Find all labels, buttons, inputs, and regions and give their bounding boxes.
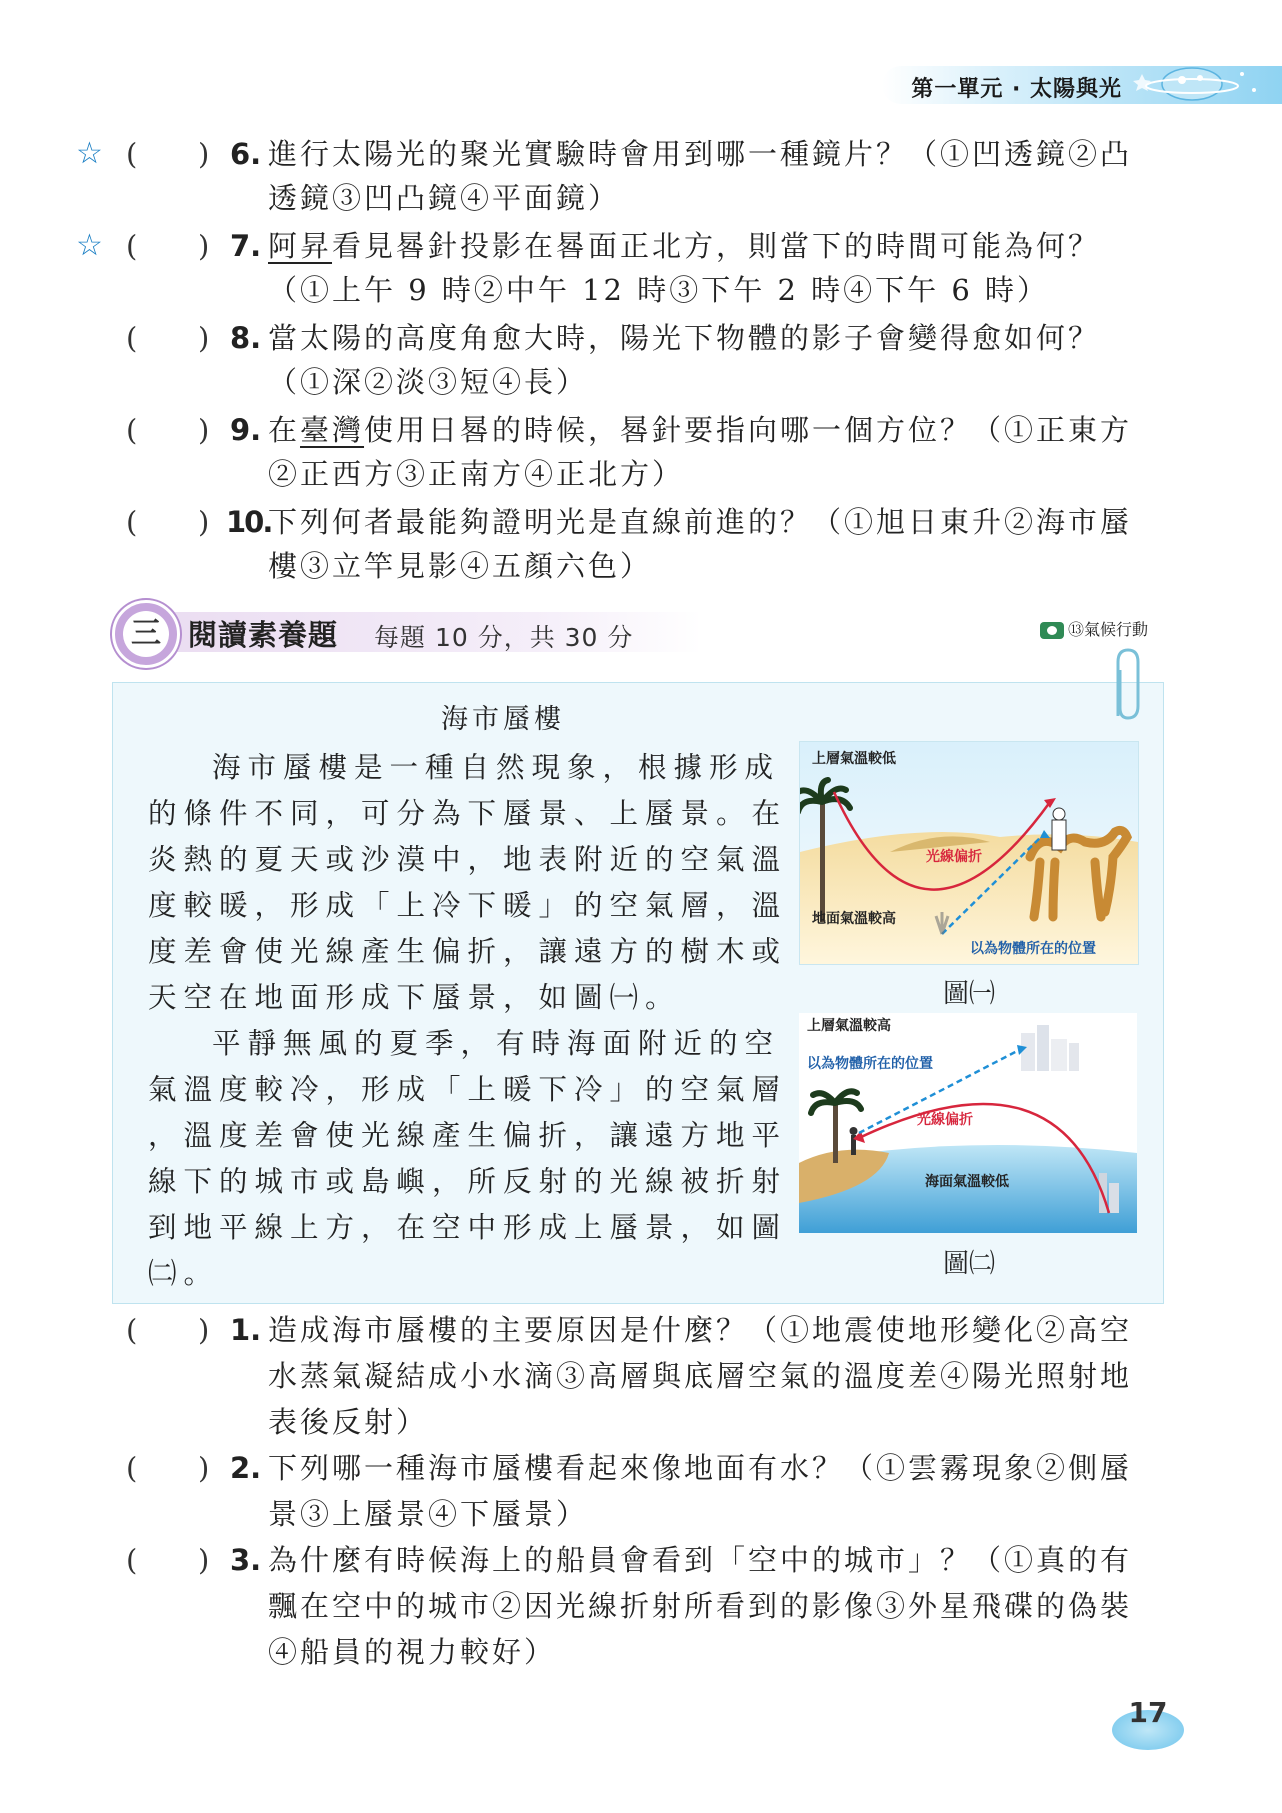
question-text-line1: 當太陽的高度角愈大時，陽光下物體的影子會變得愈如何？ — [268, 321, 1101, 355]
sdg-tag-label: ⑬氣候行動 — [1068, 620, 1149, 639]
paragraph-line: 的條件不同，可分為下蜃景、上蜃景。在 — [148, 797, 788, 830]
figure-1-caption: 圖㈠ — [942, 979, 995, 1009]
question-text-line2: 透鏡③凹凸鏡④平面鏡） — [268, 181, 621, 215]
answer-bracket-close: ) — [198, 413, 213, 447]
answer-bracket-open[interactable]: ( — [126, 413, 141, 447]
paragraph-line: 到地平線上方，在空中形成上蜃景，如圖 — [148, 1211, 788, 1244]
planet-icon — [1122, 60, 1272, 106]
fig1-apparent-label: 以為物體所在的位置 — [970, 941, 1096, 957]
question-number: 10. — [226, 505, 272, 539]
question-text-line2: 樓③立竿見影④五顏六色） — [268, 549, 653, 583]
question-text-line3: ④船員的視力較好） — [268, 1635, 557, 1669]
page-number-badge — [1112, 1694, 1184, 1754]
answer-bracket-open[interactable]: ( — [126, 1313, 141, 1347]
answer-bracket-close: ) — [198, 137, 213, 171]
reading-passage — [112, 682, 1164, 1304]
question-text-line1: 下列何者最能夠證明光是直線前進的？（①旭日東升②海市蜃 — [268, 505, 1133, 539]
fig2-bend-label: 光線偏折 — [917, 1112, 973, 1128]
star-icon: ☆ — [76, 228, 106, 263]
question-number: 6. — [230, 137, 262, 171]
paragraph-line: 度差會使光線產生偏折，讓遠方的樹木或 — [148, 935, 788, 968]
unit-title: 第一單元 · 太陽與光 — [911, 77, 1122, 102]
paragraph-line: 炎熱的夏天或沙漠中，地表附近的空氣溫 — [148, 843, 788, 876]
answer-bracket-open[interactable]: ( — [126, 229, 141, 263]
star-icon: ☆ — [76, 136, 106, 171]
paragraph-line: 度較暖，形成「上冷下暖」的空氣層，溫 — [148, 889, 788, 922]
fig1-bend-label: 光線偏折 — [926, 849, 982, 865]
paragraph-line: 線下的城市或島嶼，所反射的光線被折射 — [148, 1165, 788, 1198]
answer-bracket-open[interactable]: ( — [126, 137, 141, 171]
fig1-top-label: 上層氣溫較低 — [812, 751, 896, 767]
section-title: 閱讀素養題 — [188, 618, 339, 652]
question-text-line1: 造成海市蜃樓的主要原因是什麼？（①地震使地形變化②高空 — [268, 1313, 1133, 1347]
fig2-top-label: 上層氣溫較高 — [807, 1018, 891, 1034]
question-text-line1 — [268, 224, 1168, 268]
figure-2-caption: 圖㈡ — [942, 1249, 995, 1279]
answer-bracket-open[interactable]: ( — [126, 1543, 141, 1577]
question-text-line1: 為什麼有時候海上的船員會看到「空中的城市」？（①真的有 — [268, 1543, 1133, 1577]
fig1-ground-label: 地面氣溫較高 — [812, 911, 896, 927]
paragraph-line: ㈡。 — [148, 1257, 220, 1290]
eye-icon — [1040, 622, 1064, 639]
answer-bracket-close: ) — [198, 505, 213, 539]
question-number: 1. — [230, 1313, 262, 1347]
fig2-apparent-label: 以為物體所在的位置 — [807, 1056, 933, 1072]
answer-bracket-close: ) — [198, 1543, 213, 1577]
paragraph-2 — [148, 1021, 878, 1297]
fig2-sea-label: 海面氣溫較低 — [925, 1174, 1009, 1190]
figure-inferior-mirage — [799, 741, 1139, 965]
paragraph-1 — [148, 745, 878, 1021]
answer-bracket-close: ) — [198, 1451, 213, 1485]
question-text-line2: （①上午 9 時②中午 12 時③下午 2 時④下午 6 時） — [268, 273, 1050, 307]
section-badge — [112, 600, 180, 668]
question-text-line2: 飄在空中的城市②因光線折射所看到的影像③外星飛碟的偽裝 — [268, 1589, 1133, 1623]
reading-title: 海市蜃樓 — [441, 704, 565, 735]
question-text-line3: 表後反射） — [268, 1405, 429, 1439]
question-text-line2: （①深②淡③短④長） — [268, 365, 589, 399]
figure-superior-mirage — [799, 1013, 1137, 1233]
sdg-tag — [1040, 617, 1148, 640]
paperclip-icon — [1108, 646, 1142, 726]
answer-bracket-open[interactable]: ( — [126, 321, 141, 355]
section-heading — [112, 600, 1172, 660]
page-header — [862, 60, 1282, 106]
paragraph-line: 平靜無風的夏季，有時海面附近的空 — [212, 1027, 781, 1060]
question-number: 3. — [230, 1543, 262, 1577]
question-number: 2. — [230, 1451, 262, 1485]
question-text-pre: 在 — [268, 413, 301, 447]
question-text-line2: 水蒸氣凝結成小水滴③高層與底層空氣的溫度差④陽光照射地 — [268, 1359, 1133, 1393]
question-text-rest: 使用日晷的時候，晷針要指向哪一個方位？（①正東方 — [364, 413, 1133, 447]
question-text-line1: 進行太陽光的聚光實驗時會用到哪一種鏡片？（①凹透鏡②凸 — [268, 137, 1133, 171]
paragraph-line: 海市蜃樓是一種自然現象，根據形成 — [212, 751, 781, 784]
question-text-line1 — [268, 408, 1168, 452]
place-name: 臺灣 — [300, 413, 365, 447]
section-score: 每題 10 分，共 30 分 — [374, 623, 634, 652]
paragraph-line: 天空在地面形成下蜃景，如圖㈠。 — [148, 981, 681, 1014]
question-text-rest: 看見晷針投影在晷面正北方，則當下的時間可能為何？ — [332, 229, 1101, 263]
answer-bracket-close: ) — [198, 1313, 213, 1347]
question-number: 7. — [230, 229, 262, 263]
answer-bracket-close: ) — [198, 229, 213, 263]
question-text-line2: 景③上蜃景④下蜃景） — [268, 1497, 589, 1531]
paragraph-line: 氣溫度較冷，形成「上暖下冷」的空氣層 — [148, 1073, 788, 1106]
question-text-line1: 下列哪一種海市蜃樓看起來像地面有水？（①雲霧現象②側蜃 — [268, 1451, 1133, 1485]
page-number: 17 — [1128, 1696, 1168, 1729]
answer-bracket-close: ) — [198, 321, 213, 355]
answer-bracket-open[interactable]: ( — [126, 1451, 141, 1485]
question-text-line2: ②正西方③正南方④正北方） — [268, 457, 685, 491]
question-number: 8. — [230, 321, 262, 355]
question-number: 9. — [230, 413, 262, 447]
section-number: 三 — [123, 611, 169, 657]
answer-bracket-open[interactable]: ( — [126, 505, 141, 539]
paragraph-line: ，溫度差會使光線產生偏折，讓遠方地平 — [148, 1119, 788, 1152]
person-name: 阿昇 — [268, 229, 333, 263]
